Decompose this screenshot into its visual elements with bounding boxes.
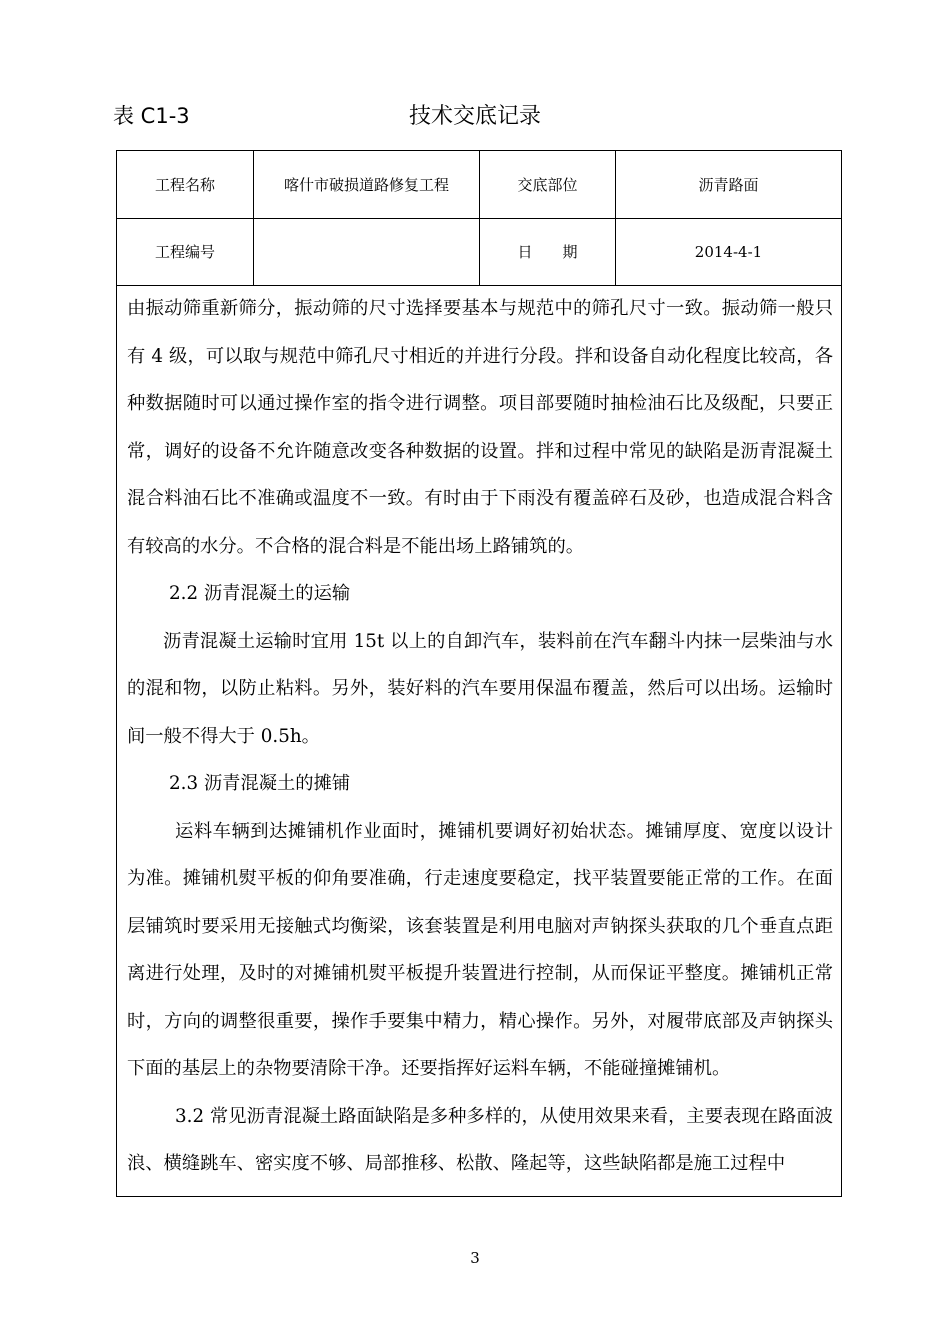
disclosure-content	[127, 285, 833, 1188]
date-label: 日期	[517, 243, 608, 261]
project-number-label: 工程编号	[117, 218, 254, 285]
document-title: 技术交底记录	[408, 104, 541, 129]
section-heading-transport: 2.2 沥青混凝土的运输	[169, 583, 351, 604]
section-heading-paving: 2.3 沥青混凝土的摊铺	[169, 773, 351, 794]
form-code: 表 C1-3	[113, 104, 190, 128]
info-row-number-date	[117, 218, 841, 286]
location-value: 沥青路面	[698, 176, 759, 194]
info-row-project	[117, 151, 841, 219]
project-number-value	[254, 218, 480, 285]
disclosure-record-sheet	[116, 150, 842, 1197]
project-name-value: 喀什市破损道路修复工程	[254, 151, 480, 218]
content-paragraph-defects: 3.2 常见沥青混凝土路面缺陷是多种多样的，从使用效果来看，主要表现在路面波浪、横缝跳车、密实度不够、局部推移、松散、隆起等，这些缺陷都是施工过程中	[127, 1105, 833, 1174]
location-label: 交底部位	[480, 151, 616, 218]
content-paragraph-screening: 由振动筛重新筛分，振动筛的尺寸选择要基本与规范中的筛孔尺寸一致。振动筛一般只有 4 级，可以取与规范中筛孔尺寸相近的并进行分段。拌和设备自动化程度比较高，各种数据随时可以通过操作室的指令进行调整。项目部要随时抽检油石比及级配，只要正常，调好的设备不允许随意改变各种数据的设置。拌和过程中常见的缺陷是沥青混凝土混合料油石比不准确或温度不一致。有时由于下雨没有覆盖碎石及砂，也造成混合料含有较高的水分。不合格的混合料是不能出场上路铺筑的。	[127, 298, 833, 557]
page-number: 3	[470, 1249, 480, 1267]
date-value: 2014-4-1	[694, 242, 763, 261]
project-name-label: 工程名称	[117, 151, 254, 218]
content-paragraph-paving: 运料车辆到达摊铺机作业面时，摊铺机要调好初始状态。摊铺厚度、宽度以设计为准。摊铺机熨平板的仰角要准确，行走速度要稳定，找平装置要能正常的工作。在面层铺筑时要采用无接触式均衡梁，该套装置是利用电脑对声钠探头获取的几个垂直点距离进行处理，及时的对摊铺机熨平板提升装置进行控制，从而保证平整度。摊铺机正常时，方向的调整很重要，操作手要集中精力，精心操作。另外，对履带底部及声钠探头下面的基层上的杂物要清除干净。还要指挥好运料车辆，不能碰撞摊铺机。	[127, 820, 833, 1079]
content-paragraph-transport: 沥青混凝土运输时宜用 15t 以上的自卸汽车，装料前在汽车翻斗内抹一层柴油与水的混和物，以防止粘料。另外，装好料的汽车要用保温布覆盖，然后可以出场。运输时间一般不得大于 0.5h。	[127, 630, 833, 747]
